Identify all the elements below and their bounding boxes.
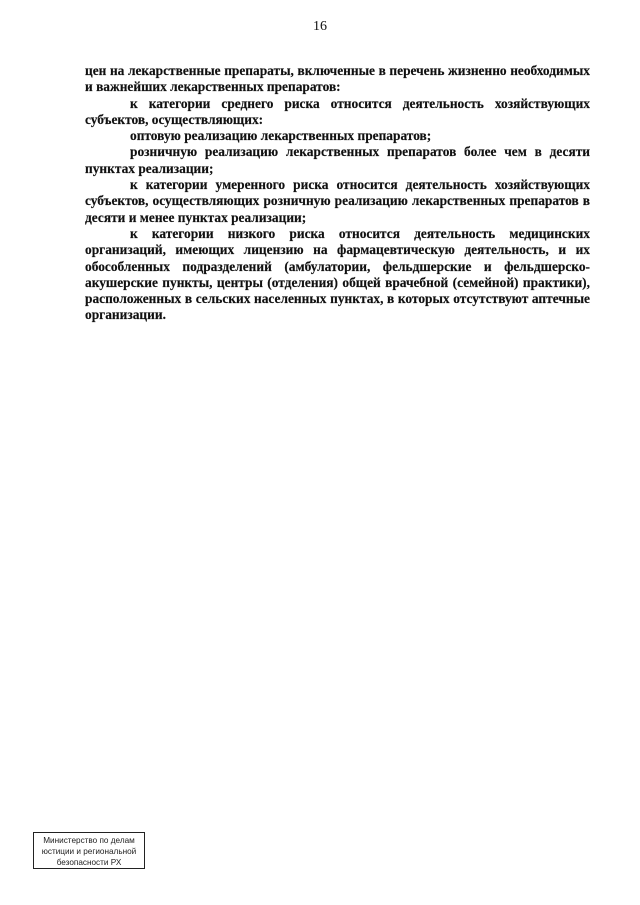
text-line: обособленных подразделений (амбулатории, фельдшерские и фельдшерско- [85, 258, 590, 274]
text-line: организаций, имеющих лицензию на фармацевтическую деятельность, и их [85, 242, 590, 258]
text-line: розничную реализацию лекарственных препаратов более чем в десяти [130, 144, 590, 160]
text-line: к категории низкого риска относится деятельность медицинских [130, 225, 590, 241]
text-line: к категории среднего риска относится деятельность хозяйствующих [130, 95, 590, 111]
page-number: 16 [313, 19, 327, 34]
ministry-stamp [33, 832, 145, 869]
text-line: оптовую реализацию лекарственных препаратов; [130, 128, 432, 144]
paragraph [85, 144, 590, 177]
text-line: расположенных в сельских населенных пунктах, в которых отсутствуют аптечные [85, 291, 590, 307]
text-line: и важнейших лекарственных препаратов: [85, 79, 341, 95]
paragraph [85, 177, 590, 226]
stamp-line: безопасности РХ [56, 858, 122, 867]
text-line: к категории умеренного риска относится деятельность хозяйствующих [130, 177, 590, 193]
text-line: цен на лекарственные препараты, включенные в перечень жизненно необходимых [85, 63, 590, 78]
paragraph [85, 128, 590, 144]
text-line: субъектов, осуществляющих: [85, 111, 264, 127]
text-line: десяти и менее пунктах реализации; [85, 209, 307, 225]
paragraph [85, 226, 590, 324]
document-body [85, 63, 590, 324]
paragraph [85, 63, 590, 96]
text-line: пунктах реализации; [85, 160, 214, 176]
stamp-line: Министерство по делам [43, 836, 135, 845]
stamp-line: юстиции и региональной [41, 847, 137, 856]
text-line: субъектов, осуществляющих розничную реализацию лекарственных препаратов в [85, 193, 590, 209]
paragraph [85, 96, 590, 129]
text-line: организации. [85, 307, 166, 323]
text-line: акушерские пункты, центры (отделения) общей врачебной (семейной) практики), [85, 274, 590, 290]
